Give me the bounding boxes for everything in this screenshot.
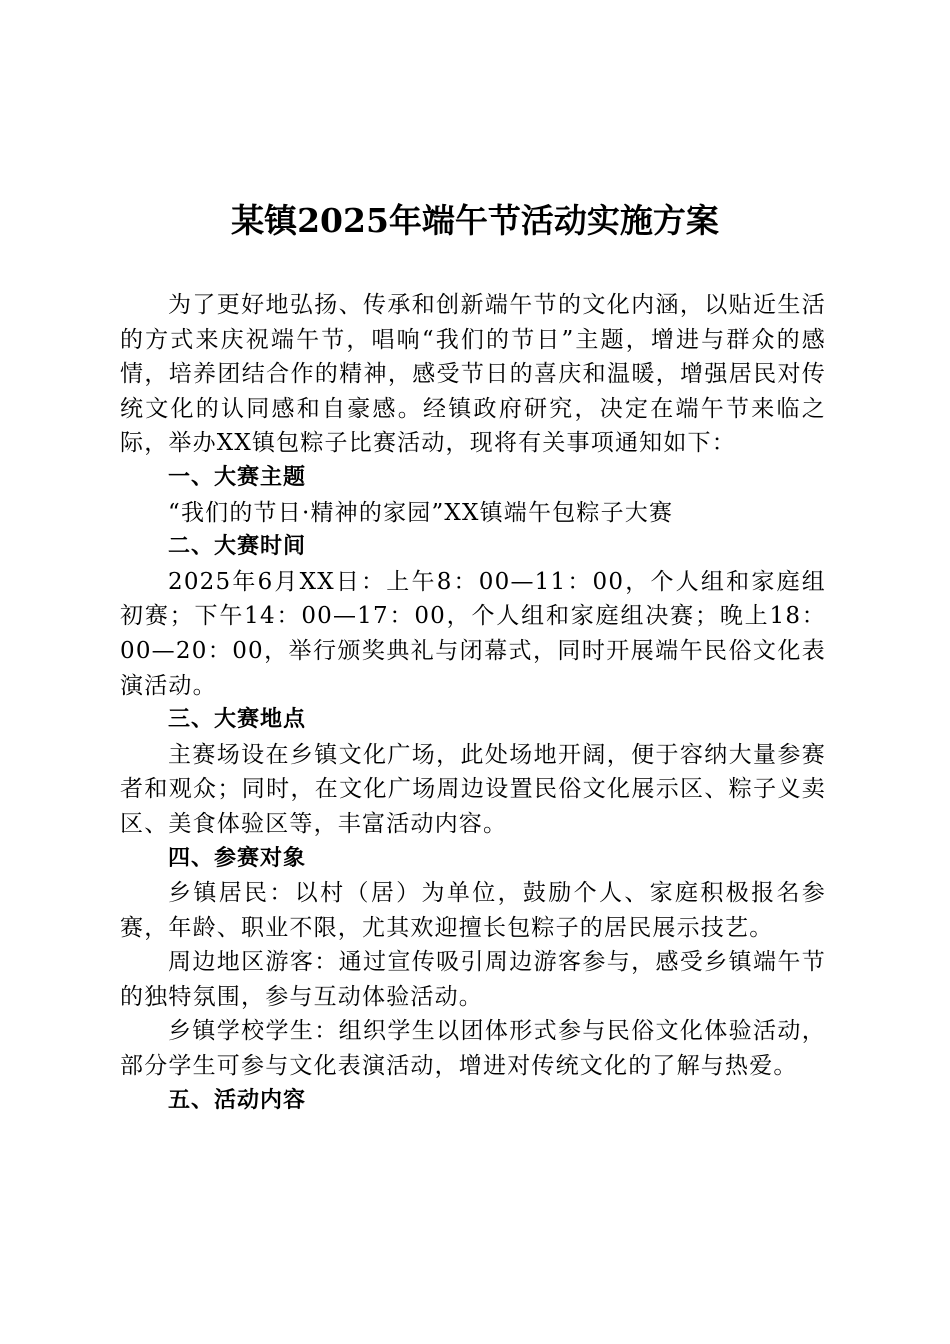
section-paragraph: 主赛场设在乡镇文化广场，此处场地开阔，便于容纳大量参赛者和观众；同时，在文化广场周边设置民俗文化展示区、粽子义卖区、美食体验区等，丰富活动内容。	[120, 741, 826, 837]
section-heading-participants: 四、参赛对象	[168, 845, 307, 871]
section-paragraph: “我们的节日·精神的家园”XX镇端午包粽子大赛	[168, 499, 674, 526]
section-paragraph: 周边地区游客：通过宣传吸引周边游客参与，感受乡镇端午节的独特氛围，参与互动体验活动。	[120, 949, 826, 1010]
section-heading-time: 二、大赛时间	[168, 534, 307, 560]
intro-paragraph: 为了更好地弘扬、传承和创新端午节的文化内涵，以贴近生活的方式来庆祝端午节，唱响“我们的节日”主题，增进与群众的感情，培养团结合作的精神，感受节日的喜庆和温暖，增强居民对传统文化的认同感和自豪感。经镇政府研究，决定在端午节来临之际，举办XX镇包粽子比赛活动，现将有关事项通知如下：	[120, 292, 826, 457]
document-title: 某镇2025年端午节活动实施方案	[231, 201, 719, 240]
section-paragraph: 乡镇学校学生：组织学生以团体形式参与民俗文化体验活动，部分学生可参与文化表演活动，增进对传统文化的了解与热爱。	[120, 1018, 826, 1080]
document-body	[120, 288, 826, 1118]
section-paragraph: 乡镇居民：以村（居）为单位，鼓励个人、家庭积极报名参赛，年龄、职业不限，尤其欢迎擅长包粽子的居民展示技艺。	[120, 880, 826, 941]
section-heading-theme: 一、大赛主题	[168, 464, 307, 490]
section-heading-location: 三、大赛地点	[168, 707, 307, 733]
section-paragraph: 2025年6月XX日：上午8：00—11：00，个人组和家庭组初赛；下午14：00—17：00，个人组和家庭组决赛；晚上18：00—20：00，举行颁奖典礼与闭幕式，同时开展端午民俗文化表演活动。	[120, 568, 826, 699]
section-heading-content: 五、活动内容	[168, 1087, 307, 1113]
